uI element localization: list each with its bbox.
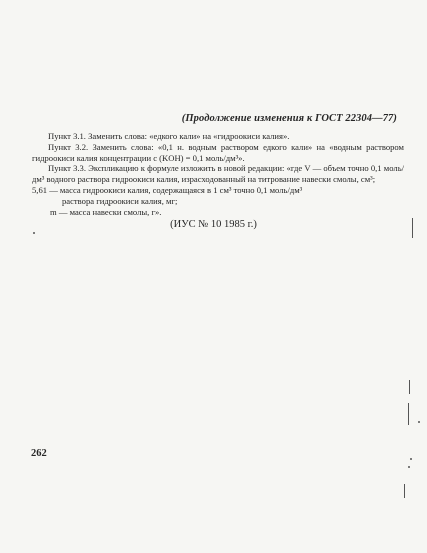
margin-mark bbox=[412, 218, 413, 238]
document-header: (Продолжение изменения к ГОСТ 22304—77) bbox=[181, 113, 397, 124]
paragraph-3-3: Пункт 3.3. Экспликацию к формуле изложить в новой редакции: «где V — объем точно 0,1 моль/дм³ водного раствора гидроокиси калия, израсходованный на титрование навески смолы, см³; bbox=[32, 163, 404, 185]
margin-speck bbox=[418, 421, 420, 423]
document-body bbox=[32, 131, 404, 217]
margin-speck bbox=[33, 232, 35, 234]
definition-5-61-continued: раствора гидроокиси калия, мг; bbox=[62, 195, 178, 206]
page-number: 262 bbox=[31, 448, 47, 459]
margin-speck bbox=[408, 466, 410, 468]
paragraph-3-2: Пункт 3.2. Заменить слова: «0,1 н. водным раствором едкого кали» на «водным раствором гидроокиси калия концентрации c (KOH) = 0,1 моль/дм³». bbox=[32, 141, 404, 163]
margin-speck bbox=[410, 458, 412, 460]
margin-mark bbox=[408, 403, 409, 425]
paragraph-3-1: Пункт 3.1. Заменить слова: «едкого кали» на «гидроокиси калия». bbox=[48, 131, 290, 141]
ius-reference: (ИУС № 10 1985 г.) bbox=[170, 219, 257, 230]
definition-m: m — масса навески смолы, г». bbox=[50, 206, 162, 217]
margin-mark bbox=[404, 484, 405, 498]
definition-5-61: 5,61 — масса гидроокиси калия, содержащаяся в 1 см³ точно 0,1 моль/дм³ bbox=[32, 184, 303, 195]
margin-mark bbox=[409, 380, 410, 394]
